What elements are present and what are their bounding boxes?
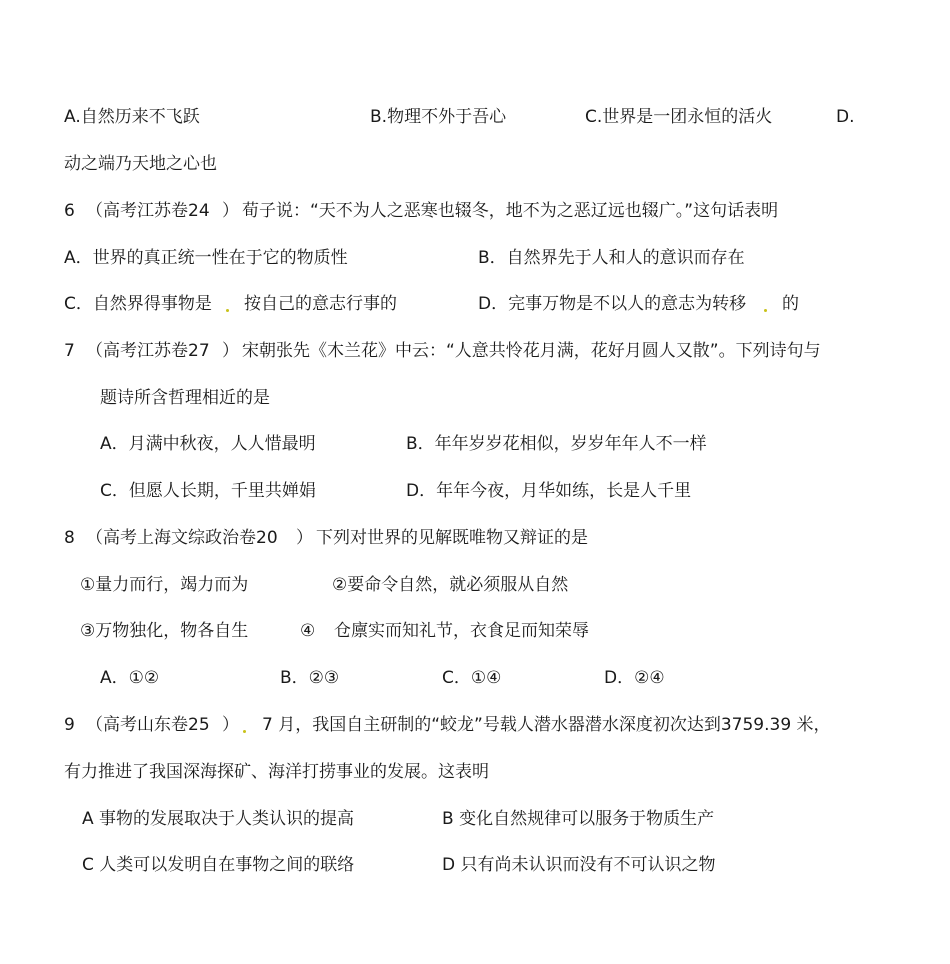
q9-stem: 7 月，我国自主研制的“蛟龙”号载人潜水器潜水深度初次达到3759.39 米，	[262, 715, 831, 735]
q7-option-b: B．年年岁岁花相似，岁岁年年人不一样	[406, 434, 707, 454]
q6-source: （高考江苏卷24	[86, 201, 210, 221]
q6-option-c-part1: C．自然界得事物是	[64, 294, 212, 314]
q9-option-a: A 事物的发展取决于人类认识的提高	[82, 809, 355, 829]
q5-option-d-continued: 动之端乃天地之心也	[64, 154, 217, 174]
q6-number: 6	[64, 201, 75, 221]
q7-option-c: C．但愿人长期，千里共婵娟	[100, 481, 316, 501]
q7-source-end: ）	[222, 341, 239, 361]
q6-option-d-part1: D．完事万物是不以人的意志为转移	[478, 294, 747, 314]
q6-stem: 荀子说：“天不为人之恶寒也辍冬，地不为之恶辽远也辍广。”这句话表明	[242, 201, 779, 221]
q6-source-end: ）	[222, 201, 239, 221]
q7-source: （高考江苏卷27	[86, 341, 210, 361]
q8-option-d: D．②④	[604, 668, 665, 688]
q9-option-d: D 只有尚未认识而没有不可认识之物	[442, 855, 716, 875]
q9-option-c: C 人类可以发明自在事物之间的联络	[82, 855, 355, 875]
mark-dot	[226, 309, 229, 312]
mark-dot	[243, 730, 246, 733]
q9-stem-continued: 有力推进了我国深海探矿、海洋打捞事业的发展。这表明	[64, 762, 489, 782]
q9-source-end: ）	[222, 715, 239, 735]
q7-stem: 宋朝张先《木兰花》中云：“人意共怜花月满，花好月圆人又散”。下列诗句与	[242, 341, 821, 361]
q9-option-b: B 变化自然规律可以服务于物质生产	[442, 809, 715, 829]
q8-option-c: C．①④	[442, 668, 502, 688]
q9-source: （高考山东卷25	[86, 715, 210, 735]
q5-option-a: A.自然历来不飞跃	[64, 107, 200, 127]
q6-option-d-part2: 的	[782, 294, 799, 314]
q8-item-4: 仓廪实而知礼节，衣食足而知荣辱	[334, 621, 589, 641]
q5-option-c: C.世界是一团永恒的活火	[585, 107, 773, 127]
q8-source: （高考上海文综政治卷20	[86, 528, 278, 548]
q9-number: 9	[64, 715, 75, 735]
q8-number: 8	[64, 528, 75, 548]
q5-option-d: D.	[836, 107, 855, 127]
q7-number: 7	[64, 341, 75, 361]
mark-dot	[764, 309, 767, 312]
q8-option-a: A．①②	[100, 668, 160, 688]
q6-option-b: B．自然界先于人和人的意识而存在	[478, 248, 745, 268]
q7-stem-continued: 题诗所含哲理相近的是	[100, 388, 270, 408]
q8-source-end: ）	[296, 528, 313, 548]
q5-option-b: B.物理不外于吾心	[370, 107, 507, 127]
q8-item-3: ③万物独化，物各自生	[80, 621, 249, 641]
q7-option-d: D．年年今夜，月华如练，长是人千里	[406, 481, 692, 501]
q8-stem: 下列对世界的见解既唯物又辩证的是	[316, 528, 588, 548]
q6-option-a: A．世界的真正统一性在于它的物质性	[64, 248, 348, 268]
q8-item-1: ①量力而行，竭力而为	[80, 575, 249, 595]
q7-option-a: A．月满中秋夜，人人惜最明	[100, 434, 316, 454]
q8-item-4-number: ④	[300, 621, 316, 641]
q8-item-2: ②要命令自然，就必须服从自然	[332, 575, 569, 595]
q8-option-b: B．②③	[280, 668, 340, 688]
q6-option-c-part2: 按自己的意志行事的	[244, 294, 397, 314]
